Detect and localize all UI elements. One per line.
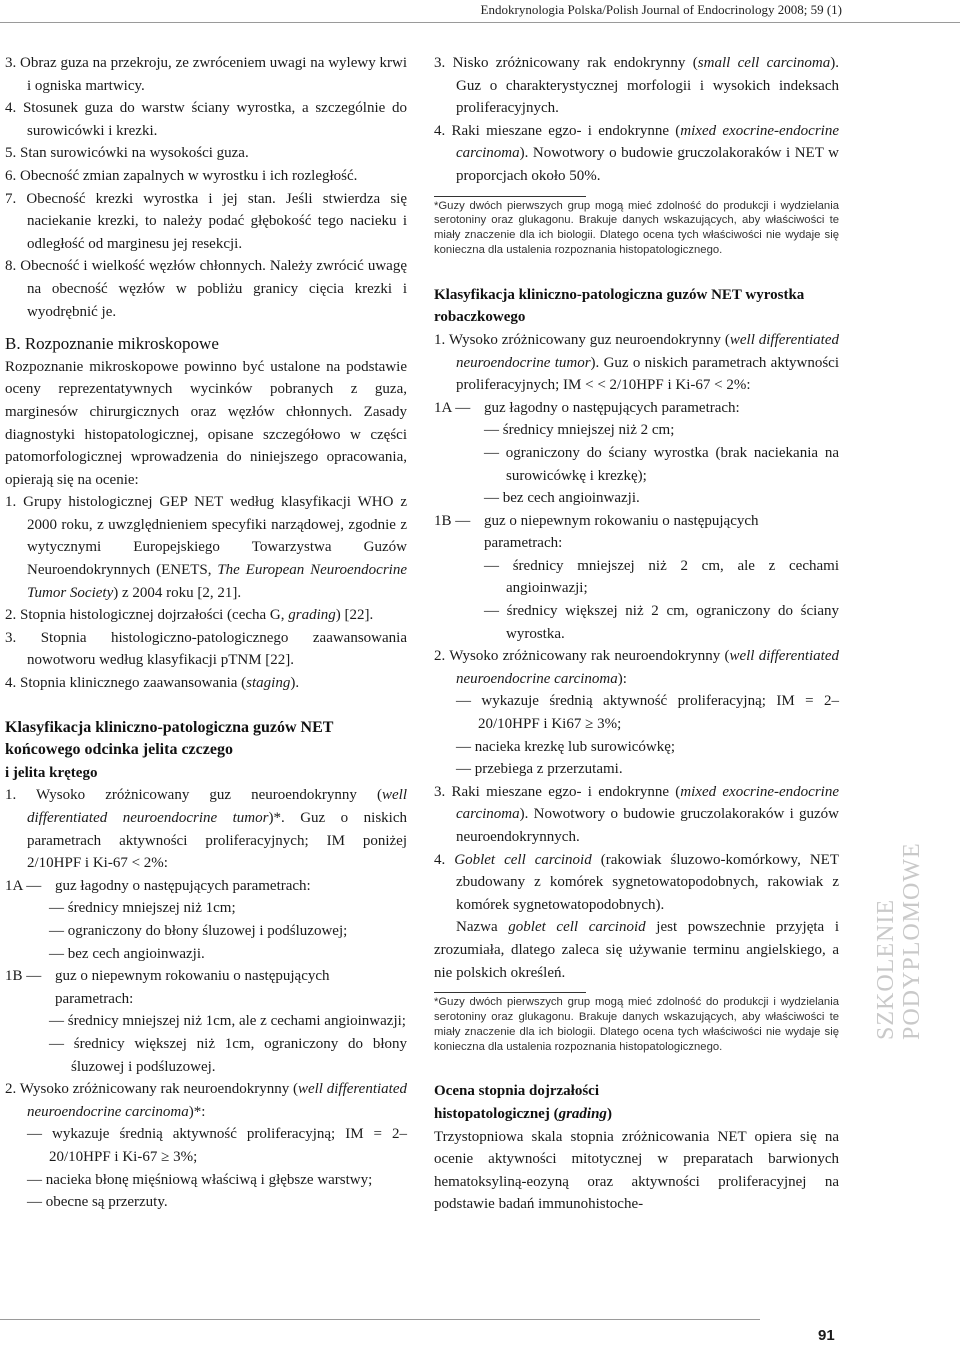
list-item: 6. Obecność zmian zapalnych w wyrostku i ich rozległość.	[5, 167, 358, 184]
level-tag: 1A —	[434, 399, 471, 416]
dash-item: — obecne są przerzuty.	[27, 1194, 168, 1211]
dash-item: — średnicy mniejszej niż 2 cm;	[484, 422, 675, 439]
dash-item: — wykazuje średnią aktywność proliferacyjną; IM = 2–20/10HPF i Ki67 ≥ 3%;	[456, 693, 839, 733]
list-item: 4. Stosunek guza do warstw ściany wyrostka, a szczególnie do surowicówki i krezki.	[5, 100, 407, 139]
level-text: guz o niepewnym rokowaniu o następujących parametrach:	[484, 512, 759, 552]
level-row	[5, 875, 407, 898]
section-heading	[5, 333, 407, 356]
level-tag: 1B —	[434, 512, 471, 529]
dash-item: — średnicy mniejszej niż 2 cm, ale z cechami angioinwazji;	[484, 557, 839, 597]
paragraph: Trzystopniowa skala stopnia zróżnicowania NET opiera się na ocenie aktywności mitotycznej w preparatach barwionych hematoksyliną-eozyną oraz aktywności proliferacyjnej na podstawie badań immunohistoche-	[434, 1128, 839, 1213]
list-item: 5. Stan surowicówki na wysokości guza.	[5, 145, 249, 162]
dash-item: — nacieka krezkę lub surowicówkę;	[456, 738, 676, 755]
section-b-title: B. Rozpoznanie mikroskopowe	[5, 334, 219, 354]
list-item: 2. Wysoko zróżnicowany rak neuroendokrynny (well differentiated neuroendocrine carcinoma):	[434, 648, 839, 687]
footnote: *Guzy dwóch pierwszych grup mogą mieć zdolność do produkcji i wydzielania serotoniny oraz glukagonu. Brakuje danych wskazujących, aby właściwości te miały znaczenie dla ich biologii. Dlatego ocena tych właściwości nie wydaje się konieczna dla ustalenia rozpoznania histopatologicznego.	[434, 199, 839, 256]
list-item: 1. Wysoko zróżnicowany guz neuroendokrynny (well differentiated neuroendocrine tumor)*. Guz o niskich parametrach aktywności proliferacyjnych; IM poniżej 2/10HPF i Ki-67 < 2%:	[5, 787, 407, 872]
list-item: 1. Grupy histologicznej GEP NET według klasyfikacji WHO z 2000 roku, z uwzględnieniem specyfiki narządowej, zgodnie z wytycznymi Europejskiego Towarzystwa Guzów Neuroendokrynnych (ENETS, The European Neuroendocrine Tumor Society) z 2004 roku [2, 21].	[5, 494, 407, 601]
section-heading: Ocena stopnia dojrzałości	[434, 1083, 599, 1100]
dash-item: — przebiega z przerzutami.	[456, 761, 623, 778]
section-side-label	[862, 810, 960, 1040]
side-label-line: PODYPLOMOWE	[899, 842, 925, 1040]
dash-item: — średnicy większej niż 1cm, ograniczony do błony śluzowej i podśluzowej.	[49, 1035, 407, 1075]
list-item: 4. Raki mieszane egzo- i endokrynne (mixed exocrine-endocrine carcinoma). Nowotwory o budowie gruczolakoraków i NET w proporcjach około 50%.	[434, 122, 839, 184]
list-item: 8. Obecność i wielkość węzłów chłonnych. Należy zwrócić uwagę na obecność węzłów w pobliżu granicy cięcia krezki i wyodrębnić je.	[5, 258, 407, 320]
right-column	[434, 52, 839, 1216]
dash-item: — średnicy mniejszej niż 1cm;	[49, 900, 236, 917]
level-text: guz łagodny o następujących parametrach:	[55, 877, 311, 894]
level-text: guz o niepewnym rokowaniu o następujących parametrach:	[55, 968, 330, 1007]
dash-item: — średnicy większej niż 2 cm, ograniczony do ściany wyrostka.	[484, 603, 839, 642]
level-text: guz łagodny o następujących parametrach:	[484, 399, 740, 416]
footnote: *Guzy dwóch pierwszych grup mogą mieć zdolność do produkcji i wydzielania serotoniny oraz glukagonu. Brakuje danych wskazujących, aby właściwości te miały znaczenie dla ich biologii. Dlatego ocena tych właściwości nie wydaje się konieczna dla ustalenia rozpoznania histopatologicznego.	[434, 996, 839, 1053]
list-item: 3. Stopnia histologiczno-patologicznego zaawansowania nowotworu według klasyfikacji pTNM [22].	[5, 629, 407, 669]
classification-heading: Klasyfikacja kliniczno-patologiczna guzów NET końcowego odcinka jelita czczego	[5, 718, 334, 759]
footnote-rule	[434, 992, 586, 993]
level-tag: 1B —	[5, 968, 42, 985]
dash-item: — bez cech angioinwazji.	[484, 490, 640, 507]
dash-item: — bez cech angioinwazji.	[49, 945, 205, 962]
list-item: 7. Obecność krezki wyrostka i jej stan. Jeśli stwierdza się naciekanie krezki, to należy podać głębokość tego nacieku i odległość od marginesu jej resekcji.	[5, 190, 407, 252]
dash-item: — ograniczony do błony śluzowej i podśluzowej;	[49, 922, 348, 939]
page-number: 91	[818, 1327, 835, 1344]
footer-rule	[0, 1319, 760, 1320]
list-item: 4. Goblet cell carcinoid (rakowiak śluzowo-komórkowy, NET zbudowany z komórek sygnetowatopodobnych, rakowiak z komórek sygnetowatopodobnych).	[434, 851, 839, 913]
level-row	[434, 510, 839, 555]
left-column	[5, 52, 407, 1214]
classification-heading: Klasyfikacja kliniczno-patologiczna guzów NET wyrostka robaczkowego	[434, 286, 805, 326]
dash-item: — ograniczony do ściany wyrostka (brak naciekania na surowicówkę i krezkę);	[484, 444, 839, 484]
level-row	[5, 965, 407, 1010]
paragraph: Rozpoznanie mikroskopowe powinno być ustalone na podstawie oceny reprezentatywnych wycinków pobranych z guza, marginesów chirurgicznych oraz węzłów chłonnych. Zasady diagnostyki histopatologicznej, opisane szczegółowo w części patomorfologicznej wprowadzenia do niniejszego opracowania, opierają się na ocenie:	[5, 358, 407, 488]
list-item: 3. Raki mieszane egzo- i endokrynne (mixed exocrine-endocrine carcinoma). Nowotwory o budowie gruczolakoraków i guzów neuroendokrynnych.	[434, 783, 839, 845]
list-item: 3. Obraz guza na przekroju, ze zwróceniem uwagi na wylewy krwi i ogniska martwicy.	[5, 55, 407, 94]
list-item: 3. Nisko zróżnicowany rak endokrynny (small cell carcinoma). Guz o charakterystycznej morfologii i wysokich indeksach proliferacyjnych.	[434, 55, 839, 117]
side-label-line: SZKOLENIE	[873, 899, 899, 1040]
list-item: 4. Stopnia klinicznego zaawansowania (staging).	[5, 675, 300, 692]
list-item: 2. Stopnia histologicznej dojrzałości (cecha G, grading) [22].	[5, 607, 374, 624]
list-item: 2. Wysoko zróżnicowany rak neuroendokrynny (well differentiated neuroendocrine carcinoma)*:	[5, 1081, 407, 1120]
journal-title: Endokrynologia Polska/Polish Journal of Endocrinology 2008; 59 (1)	[480, 2, 842, 17]
level-row	[434, 397, 839, 420]
level-tag: 1A —	[5, 877, 42, 894]
section-heading-cont: histopatologicznej (grading)	[434, 1105, 612, 1122]
dash-item: — wykazuje średnią aktywność proliferacyjną; IM = 2–20/10HPF i Ki-67 ≥ 3%;	[27, 1126, 407, 1165]
running-header	[0, 0, 960, 23]
dash-item: — nacieka błonę mięśniową właściwą i głębsze warstwy;	[27, 1171, 373, 1188]
paragraph: Nazwa goblet cell carcinoid jest powszechnie przyjęta i zrozumiała, dlatego zaleca się używanie terminu angielskiego, a nie polskich określeń.	[434, 919, 839, 981]
dash-item: — średnicy mniejszej niż 1cm, ale z cechami angioinwazji;	[49, 1013, 406, 1030]
classification-heading-cont: i jelita krętego	[5, 764, 98, 781]
list-item: 1. Wysoko zróżnicowany guz neuroendokrynny (well differentiated neuroendocrine tumor). Guz o niskich parametrach aktywności proliferacyjnych; IM < < 2/10HPF i Ki-67 < 2%:	[434, 331, 839, 394]
footnote-rule	[434, 196, 586, 197]
